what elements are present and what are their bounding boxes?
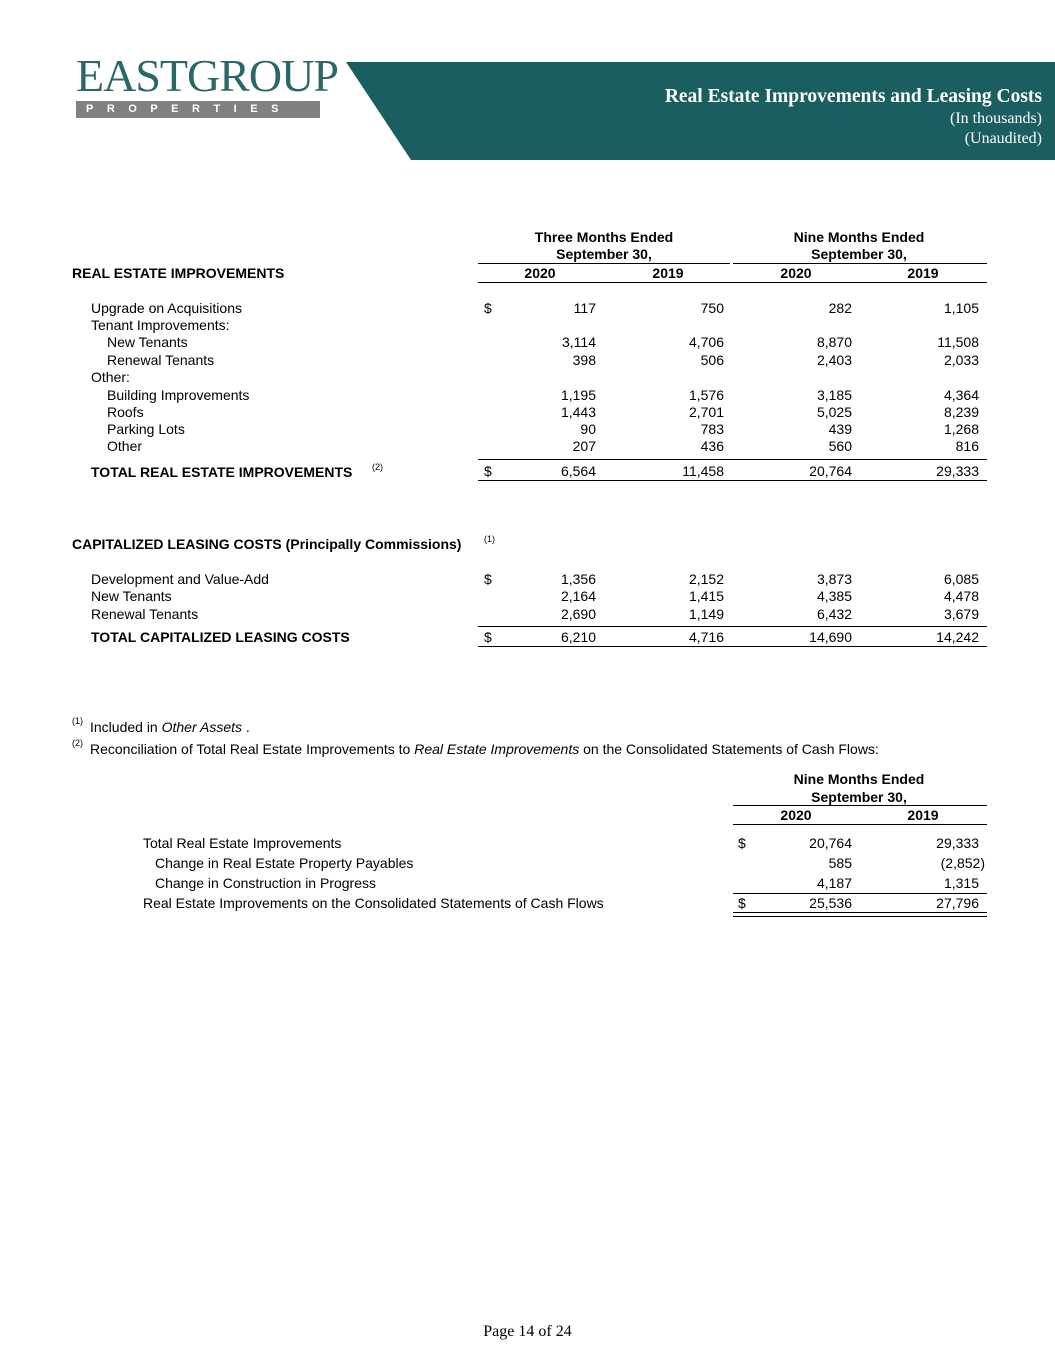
total-leasing-bottom-rule bbox=[478, 646, 987, 647]
row-q2019: 783 bbox=[700, 421, 724, 437]
total-improvements-note: (2) bbox=[372, 462, 383, 472]
total-improvements-q2019: 11,458 bbox=[682, 463, 724, 479]
recon-row-2019: 1,315 bbox=[943, 875, 979, 891]
footnote-2-text: Reconciliation of Total Real Estate Improvements to bbox=[90, 741, 415, 757]
recon-header-period: September 30, bbox=[811, 789, 907, 805]
row-n2019: 816 bbox=[955, 438, 979, 454]
recon-total-top-rule bbox=[733, 893, 987, 894]
row-n2019: 4,364 bbox=[943, 387, 979, 403]
company-logo bbox=[76, 50, 338, 101]
row-n2020: 5,025 bbox=[816, 404, 852, 420]
recon-row-2019: 27,796 bbox=[936, 895, 979, 911]
row-q2020: 207 bbox=[572, 438, 596, 454]
col-q2020: 2020 bbox=[524, 265, 556, 281]
header-nine-months-period: September 30, bbox=[811, 246, 907, 262]
row-q2019: 506 bbox=[700, 352, 724, 368]
row-label: New Tenants bbox=[107, 334, 188, 350]
recon-years-rule bbox=[733, 824, 987, 825]
row-n2020: 4,385 bbox=[816, 588, 852, 604]
row-q2019: 1,415 bbox=[688, 588, 724, 604]
recon-row-dollar: $ bbox=[738, 895, 746, 911]
page-title: Real Estate Improvements and Leasing Costs bbox=[664, 86, 1042, 107]
row-n2019: 11,508 bbox=[937, 334, 979, 350]
row-n2019: 1,268 bbox=[943, 421, 979, 437]
logo-wordmark: EASTGROUP bbox=[76, 50, 338, 101]
header-nine-months: Nine Months Ended bbox=[793, 229, 925, 245]
total-leasing-q2019: 4,716 bbox=[688, 629, 724, 645]
row-n2019: 2,033 bbox=[943, 352, 979, 368]
total-leasing-top-rule bbox=[478, 626, 987, 627]
row-dollar: $ bbox=[484, 571, 492, 587]
row-n2020: 2,403 bbox=[816, 352, 852, 368]
header-rule-three bbox=[478, 263, 730, 264]
total-improvements-n2020: 20,764 bbox=[809, 463, 852, 479]
row-q2020: 3,114 bbox=[562, 334, 596, 350]
row-label: Building Improvements bbox=[107, 387, 250, 403]
row-q2019: 1,576 bbox=[688, 387, 724, 403]
recon-row-2020: 4,187 bbox=[816, 875, 852, 891]
row-label: Development and Value-Add bbox=[91, 571, 269, 587]
recon-row-dollar: $ bbox=[738, 835, 746, 851]
row-n2019: 1,105 bbox=[943, 300, 979, 316]
total-leasing-n2019: 14,242 bbox=[936, 629, 979, 645]
row-q2019: 4,706 bbox=[688, 334, 724, 350]
recon-row-label: Change in Construction in Progress bbox=[155, 875, 377, 891]
logo-subtitle-bar: PROPERTIES bbox=[76, 101, 320, 118]
footnote-1-end: . bbox=[242, 719, 250, 735]
recon-header: Nine Months Ended bbox=[793, 771, 925, 787]
row-n2019: 6,085 bbox=[943, 571, 979, 587]
row-dollar: $ bbox=[484, 300, 492, 316]
total-improvements-q2020: 6,564 bbox=[560, 463, 596, 479]
row-n2020: 282 bbox=[828, 300, 852, 316]
row-n2020: 439 bbox=[828, 421, 852, 437]
total-leasing-q2020: 6,210 bbox=[560, 629, 596, 645]
recon-col-2019: 2019 bbox=[907, 807, 939, 823]
total-improvements-dollar: $ bbox=[484, 463, 492, 479]
total-improvements-label: TOTAL REAL ESTATE IMPROVEMENTS bbox=[91, 464, 353, 480]
recon-row-label: Change in Real Estate Property Payables bbox=[155, 855, 414, 871]
recon-row-2020: 25,536 bbox=[809, 895, 852, 911]
row-label: Upgrade on Acquisitions bbox=[91, 300, 242, 316]
row-q2020: 2,164 bbox=[560, 588, 596, 604]
page-subtitle-audit: (Unaudited) bbox=[964, 130, 1042, 147]
col-q2019: 2019 bbox=[652, 265, 684, 281]
row-q2019: 750 bbox=[700, 300, 724, 316]
row-q2020: 1,195 bbox=[560, 387, 596, 403]
section-heading-leasing: CAPITALIZED LEASING COSTS (Principally Commissions) bbox=[72, 536, 462, 552]
row-label: Tenant Improvements: bbox=[91, 317, 230, 333]
section-heading-improvements: REAL ESTATE IMPROVEMENTS bbox=[72, 265, 285, 281]
row-label: Other: bbox=[91, 369, 130, 385]
row-n2020: 8,870 bbox=[816, 334, 852, 350]
total-improvements-top-rule bbox=[478, 459, 987, 460]
row-n2019: 4,478 bbox=[943, 588, 979, 604]
recon-total-double-rule bbox=[733, 912, 987, 917]
total-leasing-label: TOTAL CAPITALIZED LEASING COSTS bbox=[91, 629, 350, 645]
header-three-months-period: September 30, bbox=[556, 246, 652, 262]
row-n2019: 8,239 bbox=[943, 404, 979, 420]
footnote-1-mark: (1) bbox=[72, 716, 83, 726]
footnote-2 bbox=[90, 741, 879, 758]
recon-row-label: Total Real Estate Improvements bbox=[143, 835, 342, 851]
row-label: Renewal Tenants bbox=[107, 352, 215, 368]
page-subtitle-units: (In thousands) bbox=[950, 110, 1042, 127]
row-q2019: 2,701 bbox=[688, 404, 724, 420]
footnote-1 bbox=[90, 719, 250, 736]
total-leasing-n2020: 14,690 bbox=[809, 629, 852, 645]
row-label: Other bbox=[107, 438, 143, 454]
row-label: Roofs bbox=[107, 404, 144, 420]
row-q2020: 1,356 bbox=[560, 571, 596, 587]
total-improvements-bottom-rule bbox=[478, 480, 987, 481]
row-n2020: 560 bbox=[828, 438, 852, 454]
footnote-2-end: on the Consolidated Statements of Cash Flows: bbox=[579, 741, 879, 757]
row-n2020: 3,873 bbox=[816, 571, 852, 587]
footnote-2-mark: (2) bbox=[72, 738, 83, 748]
row-q2020: 90 bbox=[580, 421, 596, 437]
row-label: Renewal Tenants bbox=[91, 606, 199, 622]
row-label: Parking Lots bbox=[107, 421, 185, 437]
leasing-heading-note: (1) bbox=[484, 534, 495, 544]
row-q2019: 436 bbox=[700, 438, 724, 454]
recon-row-2019: 29,333 bbox=[936, 835, 979, 851]
row-q2019: 2,152 bbox=[688, 571, 724, 587]
recon-header-rule bbox=[733, 805, 987, 806]
footnote-2-italic: Real Estate Improvements bbox=[414, 741, 580, 757]
row-q2020: 398 bbox=[572, 352, 596, 368]
recon-row-label: Real Estate Improvements on the Consolidated Statements of Cash Flows bbox=[143, 895, 604, 911]
total-improvements-n2019: 29,333 bbox=[936, 463, 979, 479]
col-n2019: 2019 bbox=[907, 265, 939, 281]
row-label: New Tenants bbox=[91, 588, 172, 604]
page-number: Page 14 of 24 bbox=[483, 1323, 572, 1340]
row-q2020: 117 bbox=[573, 300, 596, 316]
row-q2020: 2,690 bbox=[560, 606, 596, 622]
footnote-1-italic: Other Assets bbox=[161, 719, 243, 735]
row-q2019: 1,149 bbox=[688, 606, 724, 622]
recon-row-2019: (2,852) bbox=[940, 855, 985, 871]
row-n2020: 3,185 bbox=[816, 387, 852, 403]
recon-row-2020: 20,764 bbox=[809, 835, 852, 851]
recon-col-2020: 2020 bbox=[780, 807, 812, 823]
total-leasing-dollar: $ bbox=[484, 629, 492, 645]
header-rule-nine bbox=[733, 263, 987, 264]
row-n2019: 3,679 bbox=[943, 606, 979, 622]
recon-row-2020: 585 bbox=[828, 855, 852, 871]
header-three-months: Three Months Ended bbox=[534, 229, 674, 245]
footnote-1-text: Included in bbox=[90, 719, 162, 735]
col-n2020: 2020 bbox=[780, 265, 812, 281]
row-n2020: 6,432 bbox=[816, 606, 852, 622]
row-q2020: 1,443 bbox=[560, 404, 596, 420]
header-rule-years bbox=[478, 282, 987, 283]
